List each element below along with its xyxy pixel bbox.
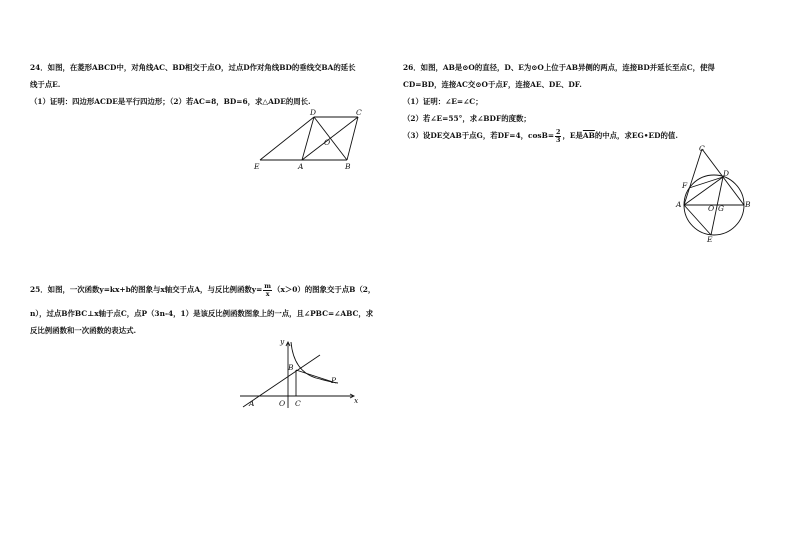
q25-figure-graph <box>238 336 362 410</box>
q25-label-C: C <box>295 399 301 408</box>
question-25 <box>30 281 375 339</box>
q24-label-E: E <box>254 162 260 171</box>
q26-label-F: F <box>682 181 688 190</box>
q25-fraction-denominator: x <box>265 289 270 298</box>
q25-line-1 <box>30 281 375 298</box>
q24-figure-rhombus <box>250 108 380 174</box>
q26-line-5-part-c: 的中点，求EG•ED的值. <box>594 131 678 140</box>
q26-line-2: CD=BD，连接AC交⊙O于点F，连接AE、DE、DF. <box>403 80 582 89</box>
q24-line-3: （1）证明：四边形ACDE是平行四边形；（2）若AC=8，BD=6，求△ADE的周长. <box>30 97 311 106</box>
q25-line-1-part-a: 25．如图，一次函数y=kx+b的图象与x轴交于点A，与反比例函数y= <box>30 285 263 294</box>
q25-label-x: x <box>354 396 359 405</box>
q24-label-B: B <box>345 162 351 171</box>
q26-label-O: O <box>708 204 715 213</box>
q26-line-1: 26．如图，AB是⊙O的直径，D、E为⊙O上位于AB异侧的两点，连接BD并延长至点C，使得 <box>403 63 715 72</box>
q25-label-B: B <box>288 363 294 372</box>
q24-label-D: D <box>310 108 317 117</box>
q26-label-C: C <box>699 144 705 153</box>
q26-line-5-part-a: （3）设DE交AB于点G，若DF=4，cosB= <box>403 131 555 140</box>
q26-fraction-denominator: 3 <box>556 135 561 144</box>
q26-line-3: （1）证明：∠E=∠C； <box>403 97 483 106</box>
q25-line-2: n），过点B作BC⊥x轴于点C，点P（3n-4，1）是该反比例函数图象上的一点，且∠PBC=∠ABC，求 <box>30 309 374 318</box>
q26-fraction-numerator: 2 <box>556 127 561 136</box>
question-24 <box>30 59 356 110</box>
question-26 <box>403 59 715 144</box>
q25-fraction-m-over-x <box>263 283 272 298</box>
q26-label-D: D <box>723 169 730 178</box>
q25-line-1-part-b: （x＞0）的图象交于点B（2， <box>273 285 376 294</box>
q24-label-C: C <box>356 108 362 117</box>
q25-label-O: O <box>279 399 286 408</box>
q25-label-A: A <box>249 399 255 408</box>
q26-arc-AB: $\overline{AB}$ <box>582 131 595 140</box>
q26-line-5-part-b: ，E是 <box>562 131 583 140</box>
q25-label-P: P <box>331 376 337 385</box>
q24-label-O: O <box>324 138 331 147</box>
q26-fraction-two-thirds <box>555 129 561 144</box>
q24-line-2: 线于点E. <box>30 80 61 89</box>
q26-label-G: G <box>718 204 724 213</box>
q25-line-3: 反比例函数和一次函数的表达式. <box>30 326 137 335</box>
q24-line-1: 24．如图，在菱形ABCD中，对角线AC、BD相交于点O，过点D作对角线BD的垂线交BA的延长 <box>30 63 356 72</box>
q26-label-A: A <box>676 200 682 209</box>
q25-label-y: y <box>280 337 285 346</box>
q26-line-4: （2）若∠E=55°，求∠BDF的度数； <box>403 114 531 123</box>
q25-fraction-numerator: m <box>264 281 272 290</box>
q26-label-E: E <box>707 235 713 244</box>
q24-label-A: A <box>298 162 304 171</box>
q26-line-5 <box>403 127 715 144</box>
q26-figure-circle <box>676 143 756 244</box>
q26-label-B: B <box>745 200 751 209</box>
